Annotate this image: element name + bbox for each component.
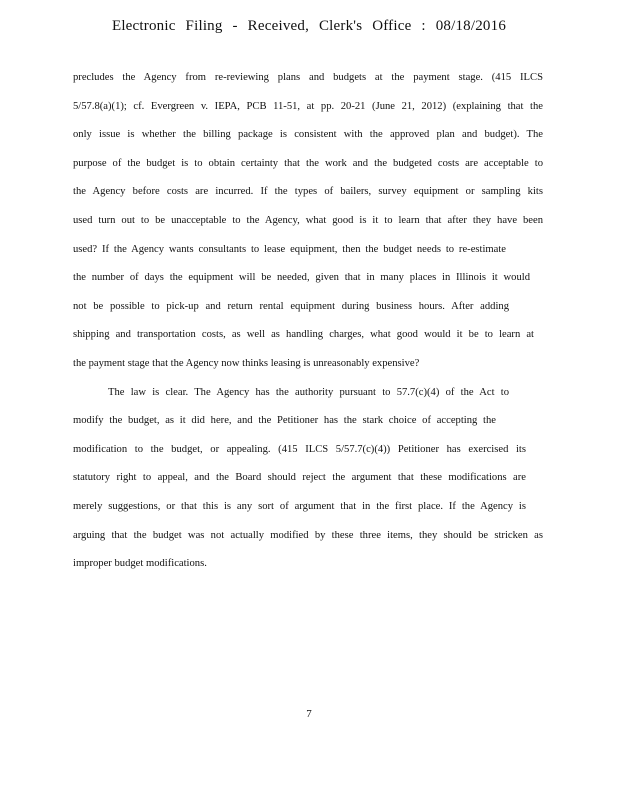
- text-line: arguing that the budget was not actually modified by these three items, they should be stricken as: [73, 529, 543, 541]
- page-number: 7: [306, 708, 312, 720]
- text-line: purpose of the budget is to obtain certainty that the work and the budgeted costs are acceptable to: [73, 157, 543, 169]
- text-line: used turn out to be unacceptable to the Agency, what good is it to learn that after they have been: [73, 214, 543, 226]
- filing-stamp-header: Electronic Filing - Received, Clerk's Office : 08/18/2016: [111, 18, 507, 34]
- text-line: not be possible to pick-up and return rental equipment during business hours. After adding: [73, 300, 509, 312]
- text-line: modification to the budget, or appealing. (415 ILCS 5/57.7(c)(4)) Petitioner has exercised its: [73, 443, 526, 455]
- text-line: modify the budget, as it did here, and the Petitioner has the stark choice of accepting the: [73, 415, 496, 427]
- text-line: shipping and transportation costs, as well as handling charges, what good would it be to learn at: [73, 329, 534, 341]
- text-line: the number of days the equipment will be needed, given that in many places in Illinois it would: [73, 272, 530, 284]
- paragraph-2: [73, 379, 543, 579]
- text-line: the Agency before costs are incurred. If the types of bailers, survey equipment or sampling kits: [73, 186, 543, 198]
- document-body: [73, 64, 543, 579]
- paragraph-1: [73, 64, 543, 379]
- text-line: the payment stage that the Agency now thinks leasing is unreasonably expensive?: [73, 357, 420, 369]
- text-line: only issue is whether the billing package is consistent with the approved plan and budget). The: [73, 129, 543, 141]
- text-line: statutory right to appeal, and the Board should reject the argument that these modifications are: [73, 472, 526, 484]
- text-line: The law is clear. The Agency has the authority pursuant to 57.7(c)(4) of the Act to: [108, 386, 509, 398]
- text-line: used? If the Agency wants consultants to lease equipment, then the budget needs to re-estimate: [73, 243, 506, 255]
- text-line: merely suggestions, or that this is any sort of argument that in the first place. If the Agency is: [73, 500, 526, 512]
- text-line: improper budget modifications.: [73, 558, 207, 570]
- text-line: precludes the Agency from re-reviewing plans and budgets at the payment stage. (415 ILCS: [73, 72, 543, 83]
- text-line: 5/57.8(a)(1); cf. Evergreen v. IEPA, PCB 11-51, at pp. 20-21 (June 21, 2012) (explaining that the: [73, 100, 543, 112]
